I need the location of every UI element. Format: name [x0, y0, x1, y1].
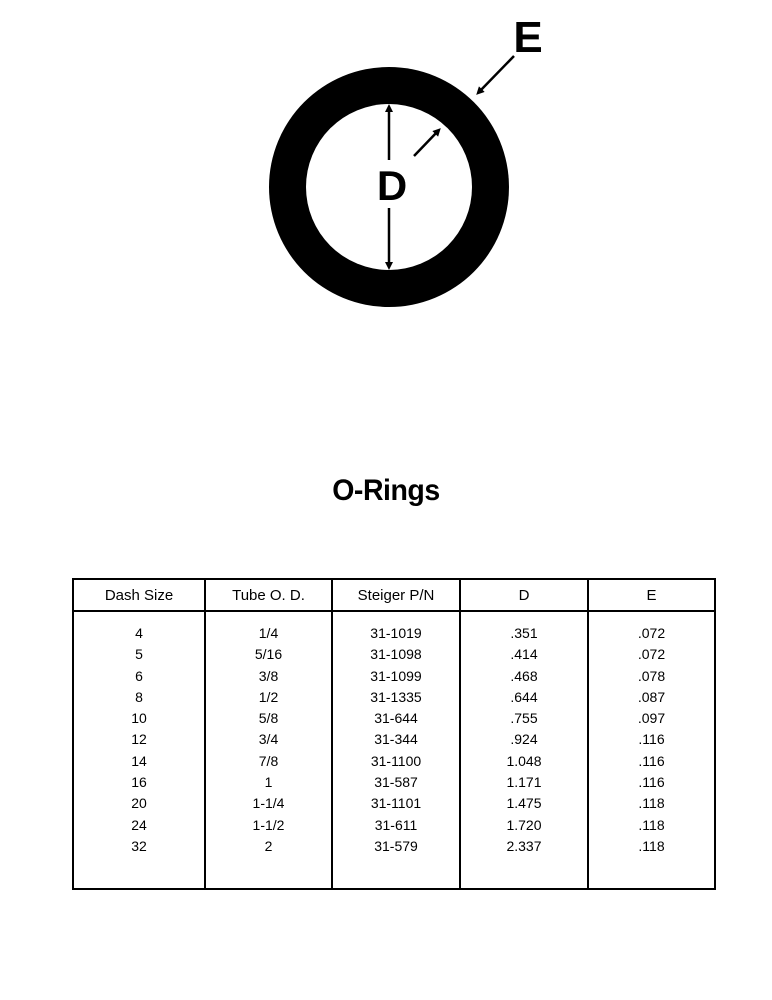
o-ring-diagram	[0, 0, 772, 340]
table-cell: 2.337	[506, 837, 542, 854]
table-cell: 12	[131, 731, 147, 748]
table-cell: 1-1/4	[252, 795, 285, 812]
table-cell: 1.475	[506, 795, 542, 812]
table-header-row	[74, 580, 714, 611]
table-cell: .414	[510, 646, 538, 663]
table-cell: 31-644	[374, 710, 418, 727]
table-cell: 31-344	[374, 731, 418, 748]
column-d	[460, 611, 588, 888]
table-cell: 3/4	[258, 731, 279, 748]
table-cell: 1-1/2	[252, 816, 285, 833]
o-ring-table-frame	[72, 578, 716, 890]
table-body-row	[74, 611, 714, 888]
table-cell: 5/8	[258, 710, 279, 727]
table-cell: 31-1101	[370, 795, 422, 812]
header-tube-od: Tube O. D.	[205, 580, 332, 611]
table-cell: 32	[131, 837, 147, 854]
table-cell: .087	[637, 688, 666, 705]
table-cell: .468	[510, 667, 538, 684]
table-cell: .116	[638, 731, 665, 748]
table-cell: 3/8	[258, 667, 279, 684]
table-cell: .078	[637, 667, 666, 684]
table-cell: 1.720	[506, 816, 542, 833]
table-cell: 31-1098	[370, 646, 422, 663]
table-cell: .755	[510, 710, 538, 727]
table-cell: 31-1099	[370, 667, 422, 684]
o-ring-table	[74, 580, 714, 888]
table-cell: 4	[135, 625, 143, 641]
header-e: E	[588, 580, 714, 611]
column-tube-od	[205, 611, 332, 888]
table-cell: .351	[510, 625, 538, 641]
column-steiger-pn	[332, 611, 460, 888]
table-cell: 20	[131, 795, 147, 812]
table-cell: 31-587	[374, 774, 418, 791]
table-cell: 8	[135, 688, 143, 705]
table-cell: 7/8	[258, 752, 279, 769]
e-leader-arrow	[479, 56, 514, 92]
table-cell: 31-1100	[370, 752, 422, 769]
table-cell: 5	[135, 646, 143, 663]
table-cell: 1.171	[506, 774, 542, 791]
table-cell: 31-611	[374, 816, 418, 833]
header-steiger-pn: Steiger P/N	[332, 580, 460, 611]
table-cell: .116	[638, 752, 665, 769]
header-dash-size: Dash Size	[74, 580, 205, 611]
column-e	[588, 611, 714, 888]
table-cell: 14	[131, 752, 147, 769]
table-cell: 1/4	[258, 625, 279, 641]
header-d: D	[460, 580, 588, 611]
table-cell: 6	[135, 667, 143, 684]
table-cell: .097	[637, 710, 666, 727]
o-ring-svg	[0, 0, 772, 340]
page-title: O-Rings	[332, 474, 440, 507]
table-cell: .644	[510, 688, 538, 705]
label-e: E	[513, 13, 543, 62]
table-cell: .118	[638, 795, 665, 812]
table-cell: 24	[131, 816, 147, 833]
column-dash-size	[74, 611, 205, 888]
table-cell: 1/2	[258, 688, 279, 705]
table-cell: 16	[131, 774, 147, 791]
table-cell: 2	[264, 837, 273, 854]
table-cell: 1	[264, 774, 273, 791]
table-cell: 31-1335	[370, 688, 422, 705]
table-cell: 1.048	[506, 752, 542, 769]
table-cell: .116	[638, 774, 665, 791]
table-cell: .924	[510, 731, 538, 748]
table-cell: 31-579	[374, 837, 418, 854]
table-cell: .072	[637, 646, 666, 663]
table-cell: .118	[638, 816, 665, 833]
label-d: D	[376, 162, 408, 209]
table-cell: .072	[637, 625, 666, 641]
table-cell: 5/16	[254, 646, 283, 663]
table-cell: 31-1019	[370, 625, 422, 641]
table-cell: .118	[638, 837, 665, 854]
table-cell: 10	[131, 710, 147, 727]
